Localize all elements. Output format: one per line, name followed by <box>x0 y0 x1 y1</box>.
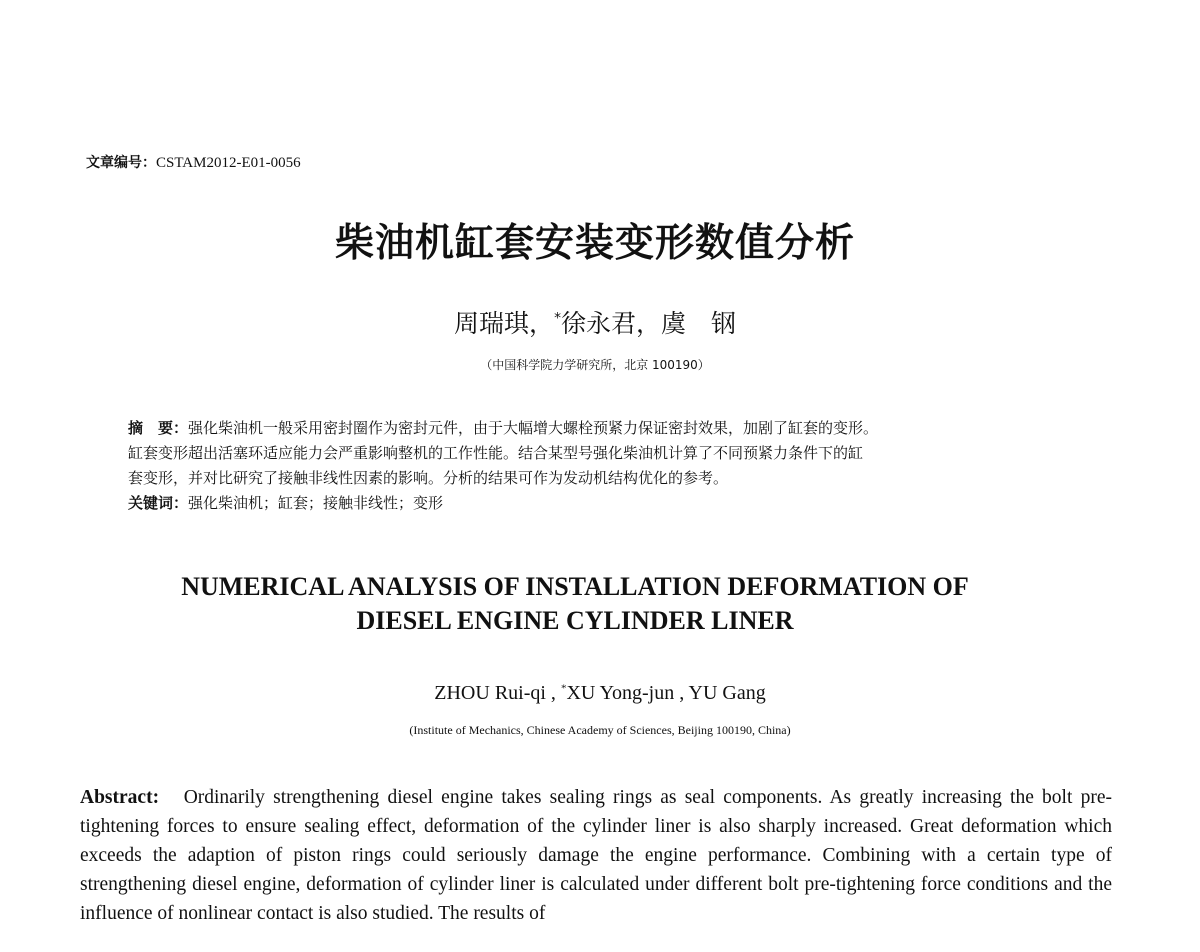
chinese-abstract-text: 强化柴油机一般采用密封圈作为密封元件，由于大幅增大螺栓预紧力保证密封效果，加剧了缸套的变形。 <box>188 419 879 437</box>
english-authors <box>0 682 1200 705</box>
english-title-line: NUMERICAL ANALYSIS OF INSTALLATION DEFORMATION OF <box>181 572 969 601</box>
english-abstract-label: Abstract: <box>80 787 160 808</box>
english-author-first: ZHOU Rui-qi , <box>434 682 561 704</box>
english-affiliation: (Institute of Mechanics, Chinese Academy of Sciences, Beijing 100190, China) <box>409 723 791 737</box>
article-number-value: CSTAM2012-E01-0056 <box>156 155 301 171</box>
chinese-abstract-line: 缸套变形超出活塞环适应能力会严重影响整机的工作性能。结合某型号强化柴油机计算了不同预紧力条件下的缸 <box>128 444 864 462</box>
english-abstract <box>80 783 1112 928</box>
article-number-label: 文章编号： <box>86 155 156 171</box>
chinese-abstract-label: 摘 要： <box>128 419 189 437</box>
english-abstract-text: Ordinarily strengthening diesel engine takes sealing rings as seal components. As greatly increasing the bolt pre-tightening forces to ensure sealing effect, deformation of the cylinder liner is also sharply increased. Great deformation which exceeds the adaption of piston rings could seriously damage the engine performance. Combining with a certain type of strengthening diesel engine, deformation of cylinder liner is calculated under different bolt pre-tightening force conditions and the influence of nonlinear contact is also studied. The results of <box>80 787 1112 924</box>
english-title <box>0 570 1150 638</box>
chinese-keywords-text: 强化柴油机；缸套；接触非线性；变形 <box>188 494 444 512</box>
chinese-keywords <box>128 491 1078 516</box>
article-number <box>86 152 301 172</box>
chinese-abstract <box>128 416 1078 516</box>
english-title-line: DIESEL ENGINE CYLINDER LINER <box>356 606 794 635</box>
chinese-keywords-label: 关键词： <box>128 494 189 512</box>
chinese-title: 柴油机缸套安装变形数值分析 <box>334 221 855 266</box>
corresponding-author-mark: * <box>560 682 567 695</box>
chinese-abstract-line <box>128 416 1078 441</box>
chinese-abstract-line: 套变形，并对比研究了接触非线性因素的影响。分析的结果可作为发动机结构优化的参考。 <box>128 469 729 487</box>
english-author-rest: XU Yong-jun , YU Gang <box>566 682 766 704</box>
chinese-author-rest: 徐永君，虞 钢 <box>560 309 736 338</box>
corresponding-author-mark: * <box>554 310 561 327</box>
chinese-authors <box>0 304 1190 340</box>
chinese-affiliation: （中国科学院力学研究所，北京 100190） <box>480 358 710 372</box>
chinese-author-first: 周瑞琪， <box>454 309 555 338</box>
